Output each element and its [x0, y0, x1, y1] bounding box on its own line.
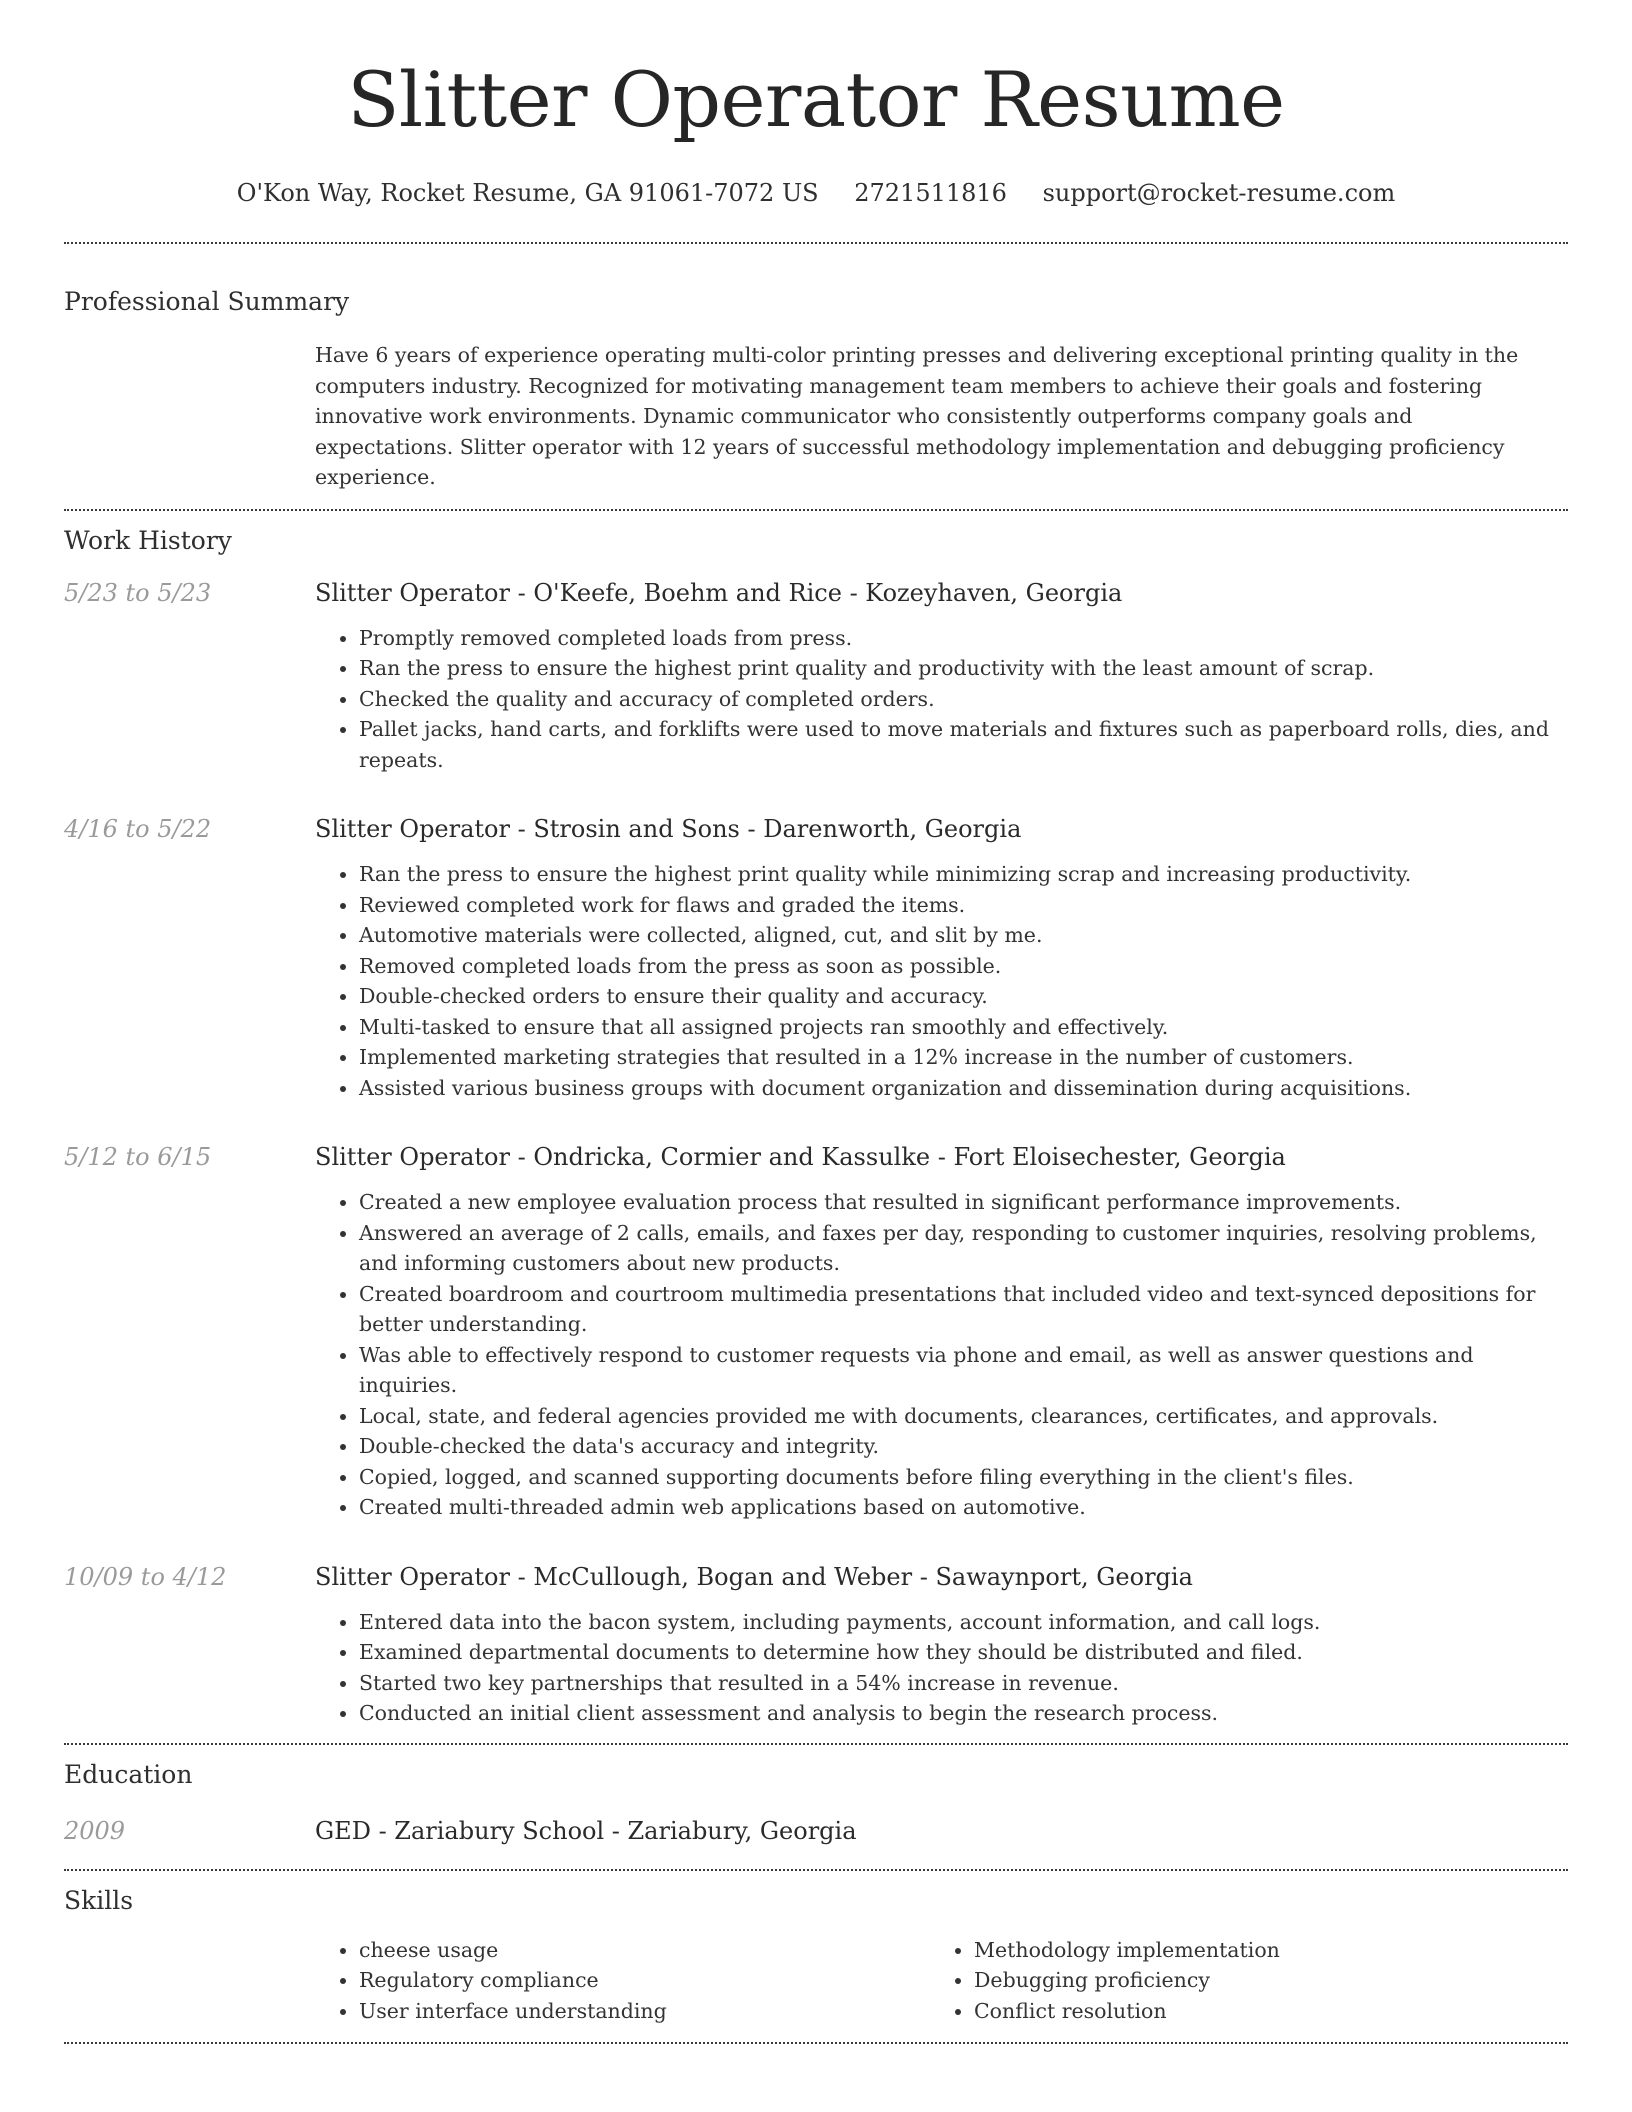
job-bullet: • Entered data into the bacon system, including payments, account information, and call logs.	[359, 1607, 1568, 1638]
job-dates: 5/12 to 6/15	[64, 1143, 212, 1171]
education-entry: GED - Zariabury School - Zariabury, Georgia	[315, 1816, 857, 1845]
job-entry	[64, 577, 1568, 776]
job-bullet: • Was able to effectively respond to customer requests via phone and email, as well as answer questions and inquiries.	[359, 1340, 1568, 1401]
job-duties	[315, 623, 1568, 776]
resume-page	[64, 0, 1568, 2044]
job-duties	[315, 1187, 1568, 1523]
job-bullet: • Created multi-threaded admin web applications based on automotive.	[359, 1492, 1568, 1523]
work-section	[64, 511, 1568, 1729]
job-bullet: • Multi-tasked to ensure that all assigned projects ran smoothly and effectively.	[359, 1012, 1568, 1043]
education-section	[64, 1745, 1568, 1847]
job-title: Slitter Operator - McCullough, Bogan and Weber - Sawaynport, Georgia	[315, 1562, 1193, 1591]
job-bullet: • Conducted an initial client assessment and analysis to begin the research process.	[359, 1698, 1568, 1729]
job-entry	[64, 813, 1568, 1103]
skill-item: • Regulatory compliance	[359, 1965, 930, 1996]
contact-phone: 2721511816	[854, 179, 1007, 207]
job-title: Slitter Operator - O'Keefe, Boehm and Rice - Kozeyhaven, Georgia	[315, 578, 1123, 607]
job-title: Slitter Operator - Strosin and Sons - Darenworth, Georgia	[315, 815, 1022, 843]
job-bullet: • Examined departmental documents to determine how they should be distributed and filed.	[359, 1637, 1568, 1668]
section-title-education: Education	[64, 1759, 193, 1789]
job-bullet: • Assisted various business groups with document organization and dissemination during acquisitions.	[359, 1073, 1568, 1104]
job-duties	[315, 1607, 1568, 1729]
contact-email: support@rocket-resume.com	[1042, 179, 1396, 207]
resume-title: Slitter Operator Resume	[347, 55, 1285, 144]
job-bullet: • Ran the press to ensure the highest print quality and productivity with the least amount of scrap.	[359, 653, 1568, 684]
job-bullet: • Answered an average of 2 calls, emails, and faxes per day, responding to customer inquiries, resolving problems, and informing customers about new products.	[359, 1218, 1568, 1279]
contact-line	[64, 178, 1568, 208]
job-bullet: • Automotive materials were collected, aligned, cut, and slit by me.	[359, 920, 1568, 951]
job-bullet-list	[315, 1187, 1568, 1523]
divider	[64, 2042, 1568, 2044]
job-bullet: • Implemented marketing strategies that resulted in a 12% increase in the number of customers.	[359, 1042, 1568, 1073]
job-entry	[64, 1561, 1568, 1729]
job-bullet: • Local, state, and federal agencies provided me with documents, clearances, certificates, and approvals.	[359, 1401, 1568, 1432]
skills-column-right	[930, 1935, 1545, 2027]
job-bullet-list	[315, 1607, 1568, 1729]
job-bullet: • Pallet jacks, hand carts, and forklifts were used to move materials and fixtures such as paperboard rolls, dies, and repeats.	[359, 714, 1568, 775]
job-bullet-list	[315, 859, 1568, 1103]
section-title-summary: Professional Summary	[64, 287, 350, 316]
skill-item: • cheese usage	[359, 1935, 930, 1966]
job-bullet: • Created boardroom and courtroom multimedia presentations that included video and text-synced depositions for better understanding.	[359, 1279, 1568, 1340]
job-bullet-list	[315, 623, 1568, 776]
job-dates: 5/23 to 5/23	[64, 578, 212, 607]
skills-section	[64, 1871, 1568, 2027]
job-bullet: • Removed completed loads from the press as soon as possible.	[359, 951, 1568, 982]
section-title-skills: Skills	[64, 1885, 134, 1915]
skill-item: • Conflict resolution	[974, 1996, 1545, 2027]
job-entry	[64, 1141, 1568, 1523]
summary-text: Have 6 years of experience operating multi-color printing presses and delivering exceptional printing quality in the computers industry. Recognized for motivating management team members to achieve their goals and fostering innovative work environments. Dynamic communicator who consistently outperforms company goals and expectations. Slitter operator with 12 years of successful methodology implementation and debugging proficiency experience.	[315, 343, 1519, 489]
skills-grid	[315, 1935, 1568, 2027]
job-bullet: • Promptly removed completed loads from press.	[359, 623, 1568, 654]
contact-address: O'Kon Way, Rocket Resume, GA 91061-7072 US	[236, 179, 819, 207]
skill-item: • User interface understanding	[359, 1996, 930, 2027]
skills-column-left	[315, 1935, 930, 2027]
job-list	[64, 577, 1568, 1729]
job-bullet: • Started two key partnerships that resulted in a 54% increase in revenue.	[359, 1668, 1568, 1699]
skill-item: • Methodology implementation	[974, 1935, 1545, 1966]
job-dates: 4/16 to 5/22	[64, 815, 212, 843]
job-title: Slitter Operator - Ondricka, Cormier and Kassulke - Fort Eloisechester, Georgia	[315, 1143, 1286, 1171]
job-bullet: • Checked the quality and accuracy of completed orders.	[359, 684, 1568, 715]
job-dates: 10/09 to 4/12	[64, 1562, 227, 1591]
job-bullet: • Created a new employee evaluation process that resulted in significant performance improvements.	[359, 1187, 1568, 1218]
job-duties	[315, 859, 1568, 1103]
summary-section	[64, 244, 1568, 493]
education-year: 2009	[64, 1816, 126, 1845]
job-bullet: • Reviewed completed work for flaws and graded the items.	[359, 890, 1568, 921]
section-title-work: Work History	[64, 525, 232, 555]
skill-item: • Debugging proficiency	[974, 1965, 1545, 1996]
job-bullet: • Copied, logged, and scanned supporting documents before filing everything in the client's files.	[359, 1462, 1568, 1493]
job-bullet: • Double-checked orders to ensure their quality and accuracy.	[359, 981, 1568, 1012]
job-bullet: • Double-checked the data's accuracy and integrity.	[359, 1431, 1568, 1462]
job-bullet: • Ran the press to ensure the highest print quality while minimizing scrap and increasing productivity.	[359, 859, 1568, 890]
